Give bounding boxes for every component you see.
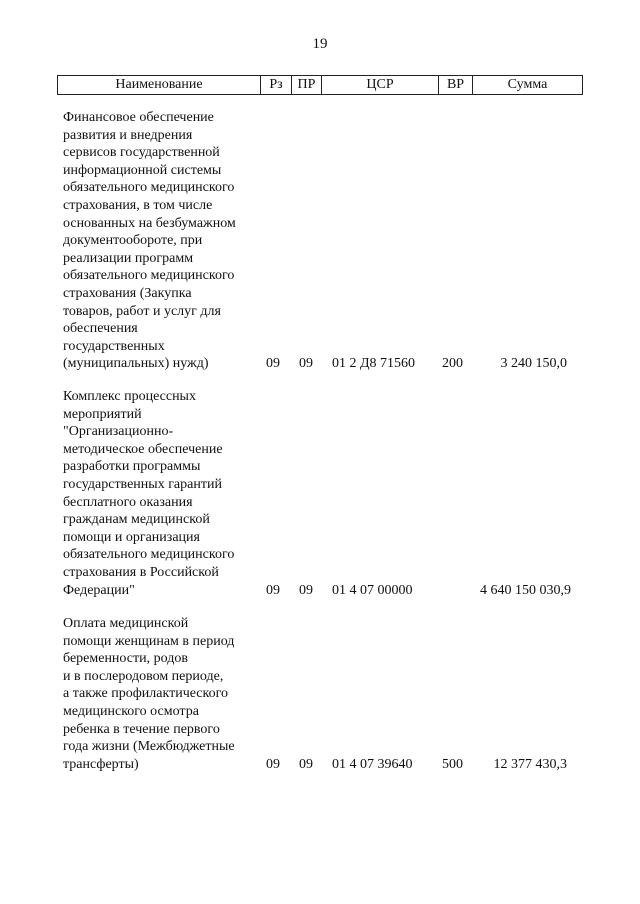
- row-pr: 09: [299, 756, 313, 772]
- row-name-line: (муниципальных) нужд): [63, 356, 209, 372]
- row-sum: 3 240 150,0: [500, 356, 567, 372]
- row-name-line: медицинского осмотра: [63, 703, 199, 719]
- row-name-line: гражданам медицинской: [63, 512, 210, 528]
- row-name-line: беременности, родов: [63, 651, 188, 667]
- row-name-line: ребенка в течение первого: [63, 721, 220, 737]
- row-name: [63, 615, 263, 773]
- row-name: [63, 388, 263, 599]
- row-name-line: страхования, в том числе: [63, 197, 213, 213]
- row-rz: 09: [266, 582, 280, 598]
- row-pr: 09: [299, 356, 313, 372]
- row-name-line: государственных: [63, 338, 165, 354]
- row-csr: 01 2 Д8 71560: [332, 356, 416, 372]
- row-sum: 4 640 150 030,9: [480, 582, 571, 598]
- row-name-line: помощи и организация: [63, 529, 200, 545]
- row-name: [63, 109, 263, 373]
- row-name-line: сервисов государственной: [63, 145, 220, 161]
- row-name-line: документообороте, при: [63, 233, 203, 249]
- row-name-line: Федерации": [63, 582, 135, 598]
- row-name-line: помощи женщинам в период: [63, 633, 235, 649]
- row-name-line: обязательного медицинского: [63, 180, 235, 196]
- row-pr: 09: [299, 582, 313, 598]
- row-name-line: бесплатного оказания: [63, 494, 193, 510]
- row-name-line: основанных на безбумажном: [63, 215, 236, 231]
- row-name-line: обязательного медицинского: [63, 268, 235, 284]
- row-rz: 09: [266, 756, 280, 772]
- row-csr: 01 4 07 39640: [332, 756, 413, 772]
- row-name-line: реализации программ: [63, 250, 194, 266]
- row-name-line: разработки программы: [63, 459, 201, 475]
- row-name-line: и в послеродовом периоде,: [63, 668, 224, 684]
- row-name-line: мероприятий: [63, 406, 142, 422]
- row-name-line: Комплекс процессных: [63, 389, 196, 404]
- table-header: [57, 75, 583, 95]
- row-name-line: товаров, работ и услуг для: [63, 303, 221, 319]
- row-name-line: Финансовое обеспечение: [63, 110, 214, 125]
- row-name-line: обязательного медицинского: [63, 547, 235, 563]
- row-name-line: методическое обеспечение: [63, 441, 223, 457]
- column-header-name: Наименование: [58, 76, 261, 94]
- row-name-line: обеспечения: [63, 321, 138, 337]
- column-header-rz: Рз: [261, 76, 292, 94]
- row-name-line: развития и внедрения: [63, 127, 193, 143]
- row-name-line: страхования в Российской: [63, 564, 219, 580]
- row-name-line: страхования (Закупка: [63, 285, 192, 301]
- row-name-line: года жизни (Межбюджетные: [63, 739, 235, 755]
- column-header-vr: ВР: [439, 76, 473, 94]
- column-header-sum: Сумма: [507, 77, 548, 92]
- row-sum: 12 377 430,3: [493, 756, 567, 772]
- row-vr: 200: [442, 356, 463, 372]
- column-header-pr: ПР: [292, 76, 322, 94]
- row-name-line: информационной системы: [63, 162, 222, 178]
- row-name-line: Оплата медицинской: [63, 616, 189, 631]
- row-vr: 500: [442, 756, 463, 772]
- row-name-line: трансферты): [63, 756, 139, 772]
- row-csr: 01 4 07 00000: [332, 582, 413, 598]
- column-header-csr: ЦСР: [322, 76, 439, 94]
- row-name-line: государственных гарантий: [63, 476, 222, 492]
- row-rz: 09: [266, 356, 280, 372]
- page-number: 19: [312, 36, 328, 52]
- row-name-line: а также профилактического: [63, 686, 229, 702]
- row-name-line: "Организационно-: [63, 424, 174, 440]
